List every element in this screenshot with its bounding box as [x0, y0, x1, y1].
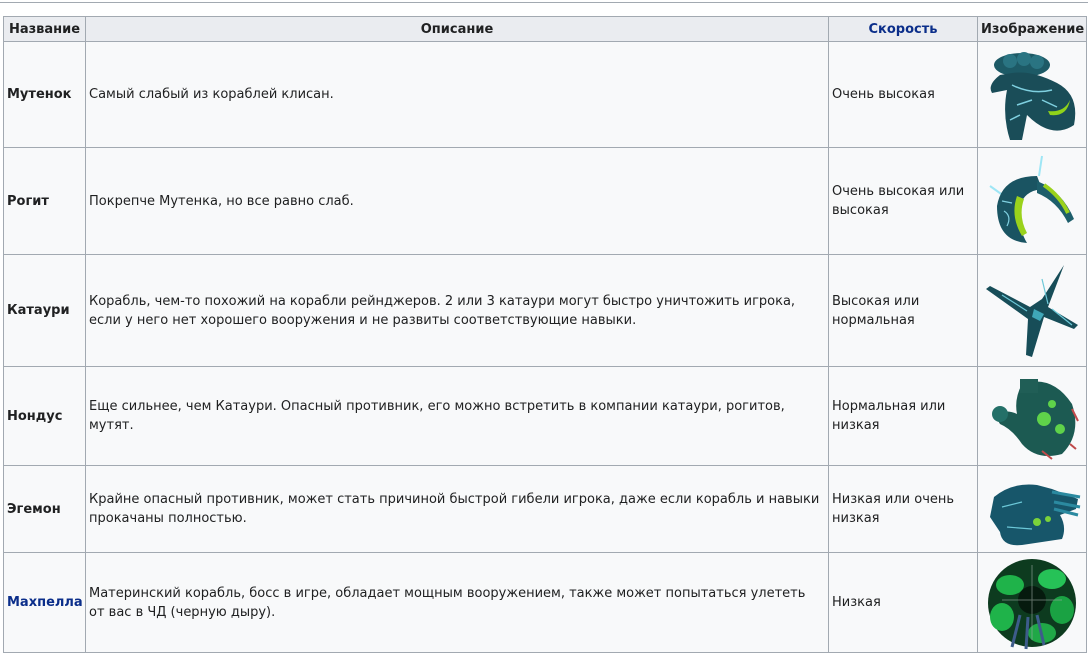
ship-speed: Низкая или очень низкая	[829, 466, 978, 553]
ship-description: Покрепче Мутенка, но все равно слаб.	[86, 148, 829, 255]
ship-description: Крайне опасный противник, может стать причиной быстрой гибели игрока, даже если корабль и навыки прокачаны полностью.	[86, 466, 829, 553]
header-image: Изображение	[978, 17, 1087, 42]
ship-name: Эгемон	[4, 466, 86, 553]
ship-speed: Нормальная или низкая	[829, 367, 978, 466]
header-description: Описание	[86, 17, 829, 42]
ship-name: Мутенок	[4, 42, 86, 148]
header-speed-link[interactable]: Скорость	[829, 17, 978, 42]
ship-speed: Очень высокая	[829, 42, 978, 148]
table-header-row	[4, 17, 1087, 42]
rogit-ship-icon[interactable]	[982, 151, 1082, 251]
ship-speed: Очень высокая или высокая	[829, 148, 978, 255]
table-row	[4, 367, 1087, 466]
table-row	[4, 255, 1087, 367]
ship-name-link[interactable]: Махпелла	[4, 553, 86, 653]
ship-image-cell[interactable]	[978, 42, 1087, 148]
table-row	[4, 42, 1087, 148]
ship-name: Катаури	[4, 255, 86, 367]
ship-description: Самый слабый из кораблей клисан.	[86, 42, 829, 148]
mutenok-ship-icon[interactable]	[982, 45, 1082, 145]
ship-image-cell[interactable]	[978, 255, 1087, 367]
header-name: Название	[4, 17, 86, 42]
nondus-ship-icon[interactable]	[982, 369, 1082, 463]
ship-image-cell[interactable]	[978, 553, 1087, 653]
ship-image-cell[interactable]	[978, 466, 1087, 553]
ship-image-cell[interactable]	[978, 367, 1087, 466]
ship-description: Еще сильнее, чем Катаури. Опасный противник, его можно встретить в компании катаури, рогитов, мутят.	[86, 367, 829, 466]
table-row	[4, 148, 1087, 255]
ship-image-cell[interactable]	[978, 148, 1087, 255]
ship-speed: Высокая или нормальная	[829, 255, 978, 367]
ship-name: Рогит	[4, 148, 86, 255]
top-divider	[0, 2, 1088, 3]
ship-description: Корабль, чем-то похожий на корабли рейнджеров. 2 или 3 катаури могут быстро уничтожить игрока, если у него нет хорошего вооружения и не развиты соответствующие навыки.	[86, 255, 829, 367]
table-row	[4, 553, 1087, 653]
ships-table	[3, 16, 1087, 653]
egemon-ship-icon[interactable]	[982, 467, 1082, 551]
ship-speed: Низкая	[829, 553, 978, 653]
makhpella-ship-icon[interactable]	[982, 555, 1082, 651]
ship-description: Материнский корабль, босс в игре, обладает мощным вооружением, также может попытаться улететь от вас в ЧД (черную дыру).	[86, 553, 829, 653]
ship-name: Нондус	[4, 367, 86, 466]
katauri-ship-icon[interactable]	[982, 259, 1082, 363]
table-row	[4, 466, 1087, 553]
